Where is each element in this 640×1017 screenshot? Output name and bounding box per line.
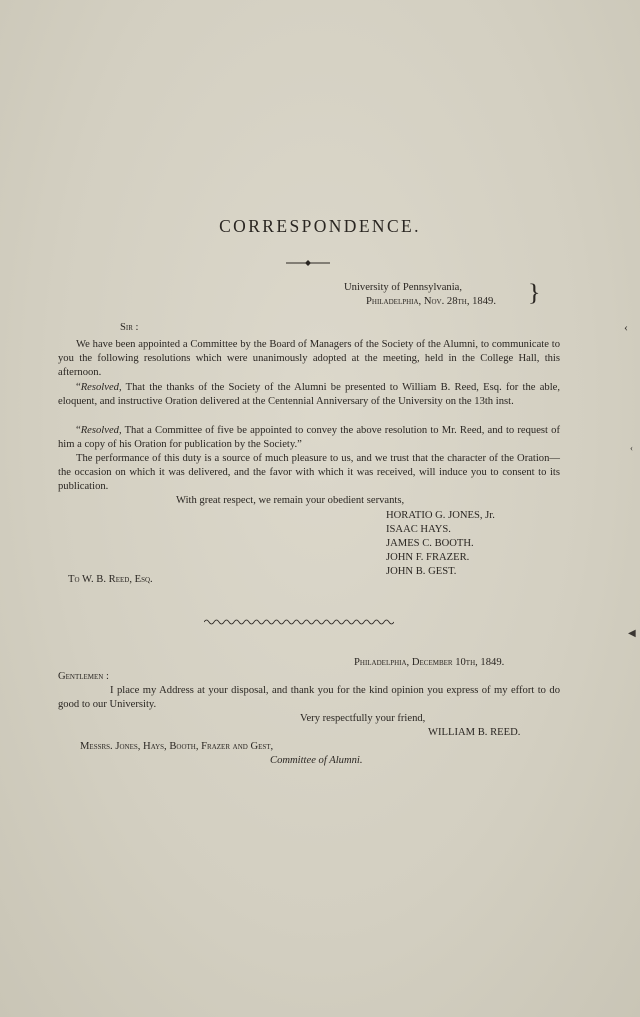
signatory: HORATIO G. JONES, Jr. [386,510,495,521]
brace-mark: } [528,278,541,307]
margin-mark: ‹ [630,443,633,453]
letter2-committee: Committee of Alumni. [270,755,363,766]
signatory: JOHN F. FRAZER. [386,552,470,563]
letter1-closing: With great respect, we remain your obedient servants, [176,495,405,506]
resolution-2 [58,424,560,452]
signatory: JOHN B. GEST. [386,566,457,577]
resolution-2-label: Resolved, [80,425,122,436]
signatory: JAMES C. BOOTH. [386,538,474,549]
resolution-1-quote: “ [76,382,81,393]
letter1-place-date: Philadelphia, Nov. 28th, 1849. [366,296,496,307]
page-title: CORRESPONDENCE. [219,216,421,236]
resolution-1-text: That the thanks of the Society of the Alumni be presented to William B. Reed, Esq. for the able, eloquent, and instructive Oration delivered at the Centennial Anniversary of the University on the 13th inst. [58,382,560,408]
letter1-paragraph-2: The performance of this duty is a source of much pleasure to us, and we trust that the character of the Oration—the occasion on which it was delivered, and the favor with which it was received, will induce you to consent to its publication. [58,453,560,493]
letter1-salutation: Sir : [120,322,139,333]
letter2-signature: WILLIAM B. REED. [428,727,521,738]
resolution-2-quote: “ [76,425,81,436]
letter1-addressee: To W. B. Reed, Esq. [68,574,153,585]
section-divider [204,618,394,626]
margin-mark: ◀ [628,628,636,639]
letter2-addressees: Messrs. Jones, Hays, Booth, Frazer and Gest, [80,741,274,752]
letter2-body: I place my Address at your disposal, and thank you for the kind opinion you express of my effort to do good to our University. [58,685,560,711]
resolution-2-text: That a Committee of five be appointed to convey the above resolution to Mr. Reed, and to request of him a copy of his Oration for publication by the Society.” [58,425,560,451]
letter2-salutation: Gentlemen : [58,671,109,682]
signatory: ISAAC HAYS. [386,524,451,535]
letter2-place-date: Philadelphia, December 10th, 1849. [354,657,505,668]
letter1-institution: University of Pennsylvania, [344,282,462,293]
margin-mark: ‹ [624,320,628,334]
resolution-1 [58,381,560,409]
letter1-paragraph-1: We have been appointed a Committee by the Board of Managers of the Society of the Alumni, to communicate to you the following resolutions which were unanimously adopted at the meeting, held in the College Hall, this afternoon. [58,339,560,379]
resolution-1-label: Resolved, [80,382,122,393]
title-ornament [286,260,330,266]
letter2-closing: Very respectfully your friend, [300,713,426,724]
